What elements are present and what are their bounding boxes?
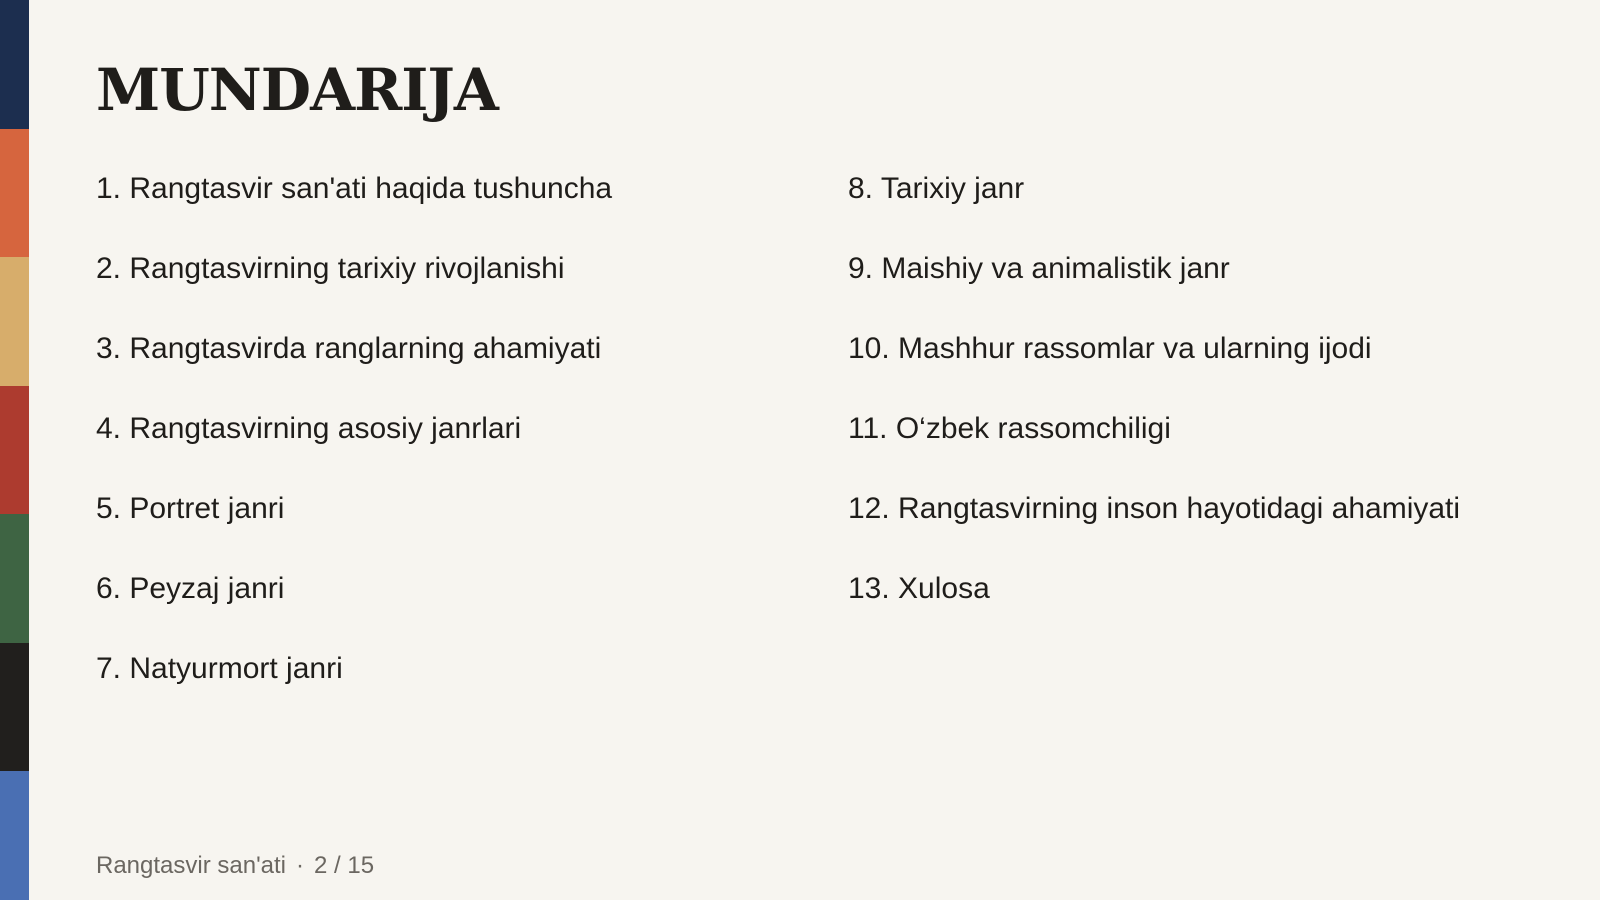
page-title: MUNDARIJA <box>96 56 498 124</box>
footer-separator: · <box>296 852 305 879</box>
toc-item: 13. Xulosa <box>848 572 990 605</box>
toc-item: 3. Rangtasvirda ranglarning ahamiyati <box>96 332 602 365</box>
toc-item: 1. Rangtasvir san'ati haqida tushuncha <box>96 172 613 205</box>
stripe-segment <box>0 386 29 515</box>
toc-item: 11. O‘zbek rassomchiligi <box>848 412 1171 445</box>
toc-item: 5. Portret janri <box>96 492 285 525</box>
toc-item: 2. Rangtasvirning tarixiy rivojlanishi <box>96 252 565 285</box>
stripe-segment <box>0 129 29 258</box>
stripe-segment <box>0 643 29 772</box>
toc-item: 7. Natyurmort janri <box>96 652 343 685</box>
accent-stripe <box>0 0 29 900</box>
stripe-segment <box>0 771 29 900</box>
toc-column-left <box>96 165 816 725</box>
toc-item: 8. Tarixiy janr <box>848 172 1025 205</box>
toc-item: 12. Rangtasvirning inson hayotidagi ahamiyati <box>848 492 1461 525</box>
footer-deck-title: Rangtasvir san'ati <box>96 852 287 879</box>
slide-footer <box>96 850 374 882</box>
toc-item: 6. Peyzaj janri <box>96 572 285 605</box>
stripe-segment <box>0 514 29 643</box>
stripe-segment <box>0 257 29 386</box>
toc-item: 9. Maishiy va animalistik janr <box>848 252 1230 285</box>
toc-item: 10. Mashhur rassomlar va ularning ijodi <box>848 332 1372 365</box>
toc-item: 4. Rangtasvirning asosiy janrlari <box>96 412 522 445</box>
toc-column-right <box>848 165 1568 645</box>
stripe-segment <box>0 0 29 129</box>
page-number: 2 / 15 <box>314 852 375 879</box>
